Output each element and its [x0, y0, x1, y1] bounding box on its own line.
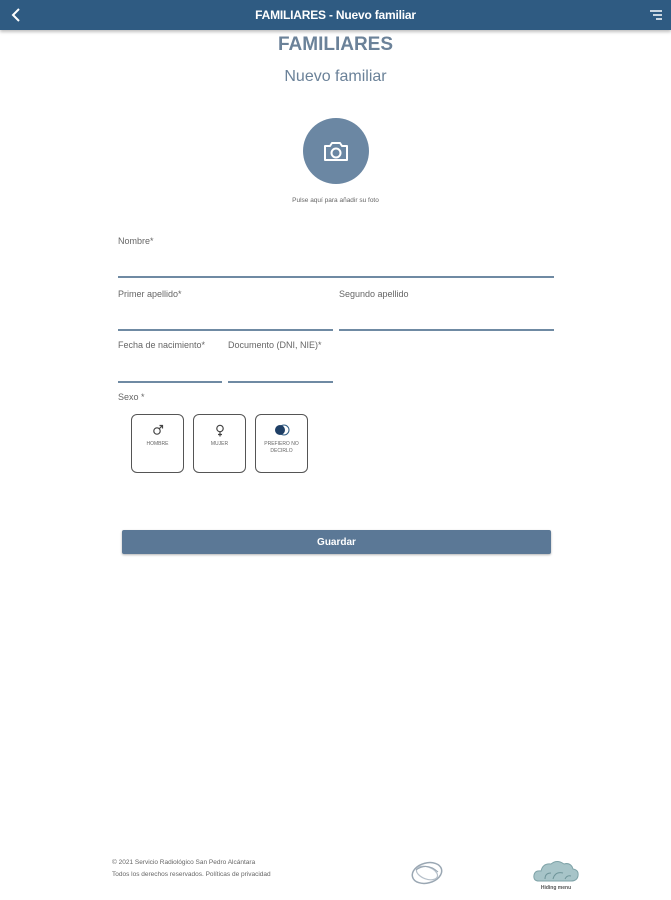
primer-apellido-input[interactable]	[118, 312, 333, 328]
footer-rights-line	[112, 869, 271, 881]
rights-text: Todos los derechos reservados.	[112, 871, 204, 878]
privacy-link[interactable]: Políticas de privacidad	[205, 871, 271, 878]
documento-underline	[228, 381, 333, 383]
documento-label: Documento (DNI, NIE)*	[228, 340, 322, 350]
male-symbol-icon	[152, 424, 164, 436]
add-photo-button[interactable]	[303, 118, 369, 184]
fecha-nacimiento-input[interactable]	[118, 364, 222, 380]
nombre-label: Nombre*	[118, 236, 154, 246]
nombre-input[interactable]	[118, 259, 554, 275]
sexo-label: Sexo *	[118, 392, 145, 402]
female-symbol-icon	[215, 424, 225, 437]
logo-caption: Hiding menu	[540, 885, 572, 891]
sexo-option-label: PREFIERO NO DECIRLO	[264, 441, 299, 454]
sexo-option-mujer[interactable]	[193, 414, 246, 473]
camera-icon	[322, 139, 350, 163]
fecha-nacimiento-underline	[118, 381, 222, 383]
sexo-option-hombre[interactable]	[131, 414, 184, 473]
fecha-nacimiento-label: Fecha de nacimiento*	[118, 340, 206, 350]
header-title: FAMILIARES - Nuevo familiar	[255, 8, 416, 22]
documento-input[interactable]	[228, 364, 333, 380]
menu-button[interactable]	[647, 6, 665, 24]
documento-field	[228, 340, 333, 383]
segundo-apellido-field	[339, 289, 554, 331]
chevron-left-icon	[11, 8, 21, 22]
copyright-text: © 2021 Servicio Radiológico San Pedro Alcántara	[112, 859, 256, 866]
cloud-logo-icon	[531, 857, 581, 885]
hiding-menu-logo	[531, 857, 581, 895]
hamburger-menu-icon	[647, 6, 665, 24]
page-subtitle: Nuevo familiar	[284, 68, 387, 85]
fecha-nacimiento-field	[118, 340, 222, 383]
primer-apellido-field	[118, 289, 333, 331]
nombre-underline	[118, 276, 554, 278]
sexo-option-prefiero-no-decirlo[interactable]	[255, 414, 308, 473]
segundo-apellido-label: Segundo apellido	[339, 289, 409, 299]
photo-hint: Pulse aquí para añadir su foto	[292, 197, 379, 204]
segundo-apellido-underline	[339, 329, 554, 331]
toggle-circle-icon	[274, 424, 290, 436]
primer-apellido-label: Primer apellido*	[118, 289, 182, 299]
page-title: FAMILIARES	[277, 34, 394, 55]
primer-apellido-underline	[118, 329, 333, 331]
segundo-apellido-input[interactable]	[339, 312, 554, 328]
sexo-option-label: HOMBRE	[146, 441, 169, 447]
top-app-bar	[0, 0, 671, 30]
save-button[interactable]: Guardar	[122, 530, 551, 554]
back-button[interactable]	[6, 4, 26, 26]
sponsor-logo-icon	[408, 858, 446, 888]
footer-text	[112, 857, 271, 881]
nombre-field	[118, 236, 554, 278]
sexo-option-label: MUJER	[210, 441, 229, 447]
